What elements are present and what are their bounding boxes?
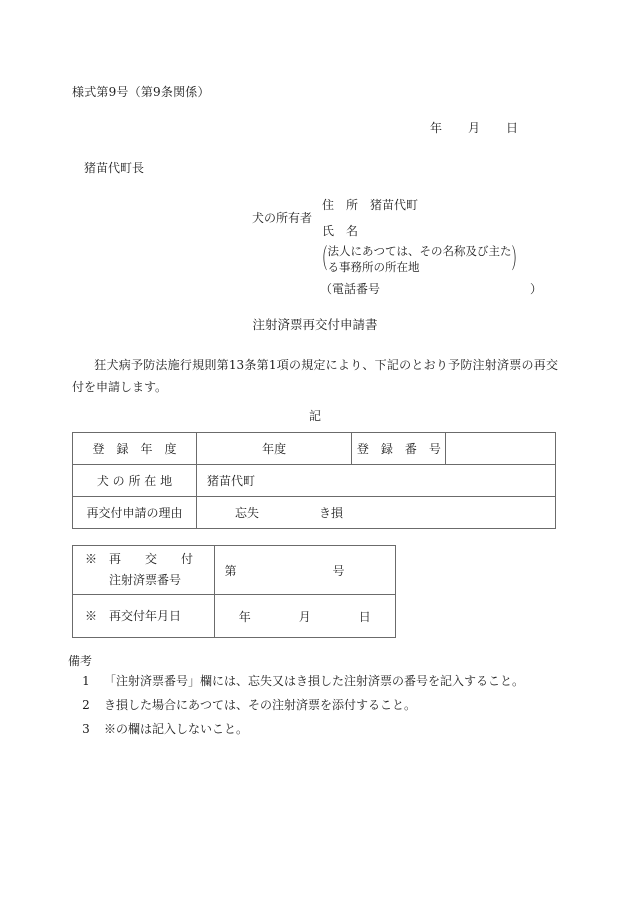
registration-table [72, 432, 556, 529]
cell-reason-value[interactable]: 忘失 き損 [196, 497, 555, 529]
corporate-note-line2: る事務所の所在地 [327, 260, 420, 275]
page-title: 注射済票再交付申請書 [252, 317, 378, 332]
ki-marker: 記 [308, 409, 321, 423]
telephone-label: （電話番号 [320, 282, 381, 296]
body-paragraph-text: 狂犬病予防法施行規則第13条第1項の規定により、下記のとおり予防注射済票の再交付を申請します。 [72, 358, 558, 395]
list-item [68, 721, 568, 738]
cell-reissue-date-value[interactable]: 年 月 日 [214, 595, 395, 638]
remarks-list [68, 673, 568, 744]
reissue-number-label-line1: ※ 再 交 付 [85, 552, 194, 566]
paren-open: （ [316, 241, 328, 275]
owner-fields [322, 196, 418, 248]
list-item [68, 697, 568, 714]
owner-address-row: 住 所 猪苗代町 [322, 198, 419, 212]
body-paragraph [72, 354, 558, 398]
reissue-number-label-line2: 注射済票番号 [85, 573, 182, 587]
cell-dog-location-label: 犬 の 所 在 地 [73, 465, 197, 497]
cell-registration-year-label: 登 録 年 度 [73, 433, 197, 465]
cell-dog-location-value[interactable]: 猪苗代町 [196, 465, 555, 497]
official-use-table [72, 545, 396, 638]
cell-reissue-number-value[interactable]: 第 号 [214, 546, 395, 595]
remark-text: き損した場合にあつては、その注射済票を添付すること。 [104, 697, 417, 712]
corporate-note-text [328, 243, 512, 276]
remark-number: 3 [82, 721, 90, 736]
remark-number: 1 [82, 674, 90, 688]
addressee-label: 猪苗代町長 [84, 161, 145, 175]
owner-label: 犬の所有者 [252, 211, 313, 225]
table-row [73, 497, 556, 529]
table-row [73, 433, 556, 465]
table-row [73, 595, 396, 638]
date-day: 日 [506, 121, 519, 135]
cell-registration-number-label: 登 録 番 号 [352, 433, 446, 465]
cell-reissue-date-label: ※ 再交付年月日 [73, 595, 215, 638]
cell-reissue-number-label [73, 546, 215, 595]
date-year: 年 [430, 121, 443, 135]
cell-registration-year-value[interactable]: 年度 [196, 433, 351, 465]
paren-close: ） [511, 241, 523, 275]
date-line [430, 120, 518, 136]
remark-number: 2 [82, 697, 90, 712]
table-row [73, 465, 556, 497]
telephone-line [320, 281, 542, 297]
corporate-note-line1: 法人にあつては、その名称及び主た [327, 244, 512, 258]
cell-reason-label: 再交付申請の理由 [73, 497, 197, 529]
owner-name-row: 氏 名 [322, 224, 359, 238]
date-month: 月 [468, 121, 481, 135]
remark-text: 「注射済票番号」欄には、忘失又はき損した注射済票の番号を記入すること。 [104, 674, 525, 688]
form-code: 様式第9号（第9条関係） [72, 85, 210, 99]
remarks-heading: 備考 [68, 654, 93, 668]
remark-text: ※の欄は記入しないこと。 [104, 721, 249, 736]
list-item [68, 673, 568, 690]
table-row [73, 546, 396, 595]
cell-registration-number-value[interactable] [446, 433, 556, 465]
telephone-paren-close: ） [530, 282, 543, 296]
corporate-note [316, 243, 523, 276]
